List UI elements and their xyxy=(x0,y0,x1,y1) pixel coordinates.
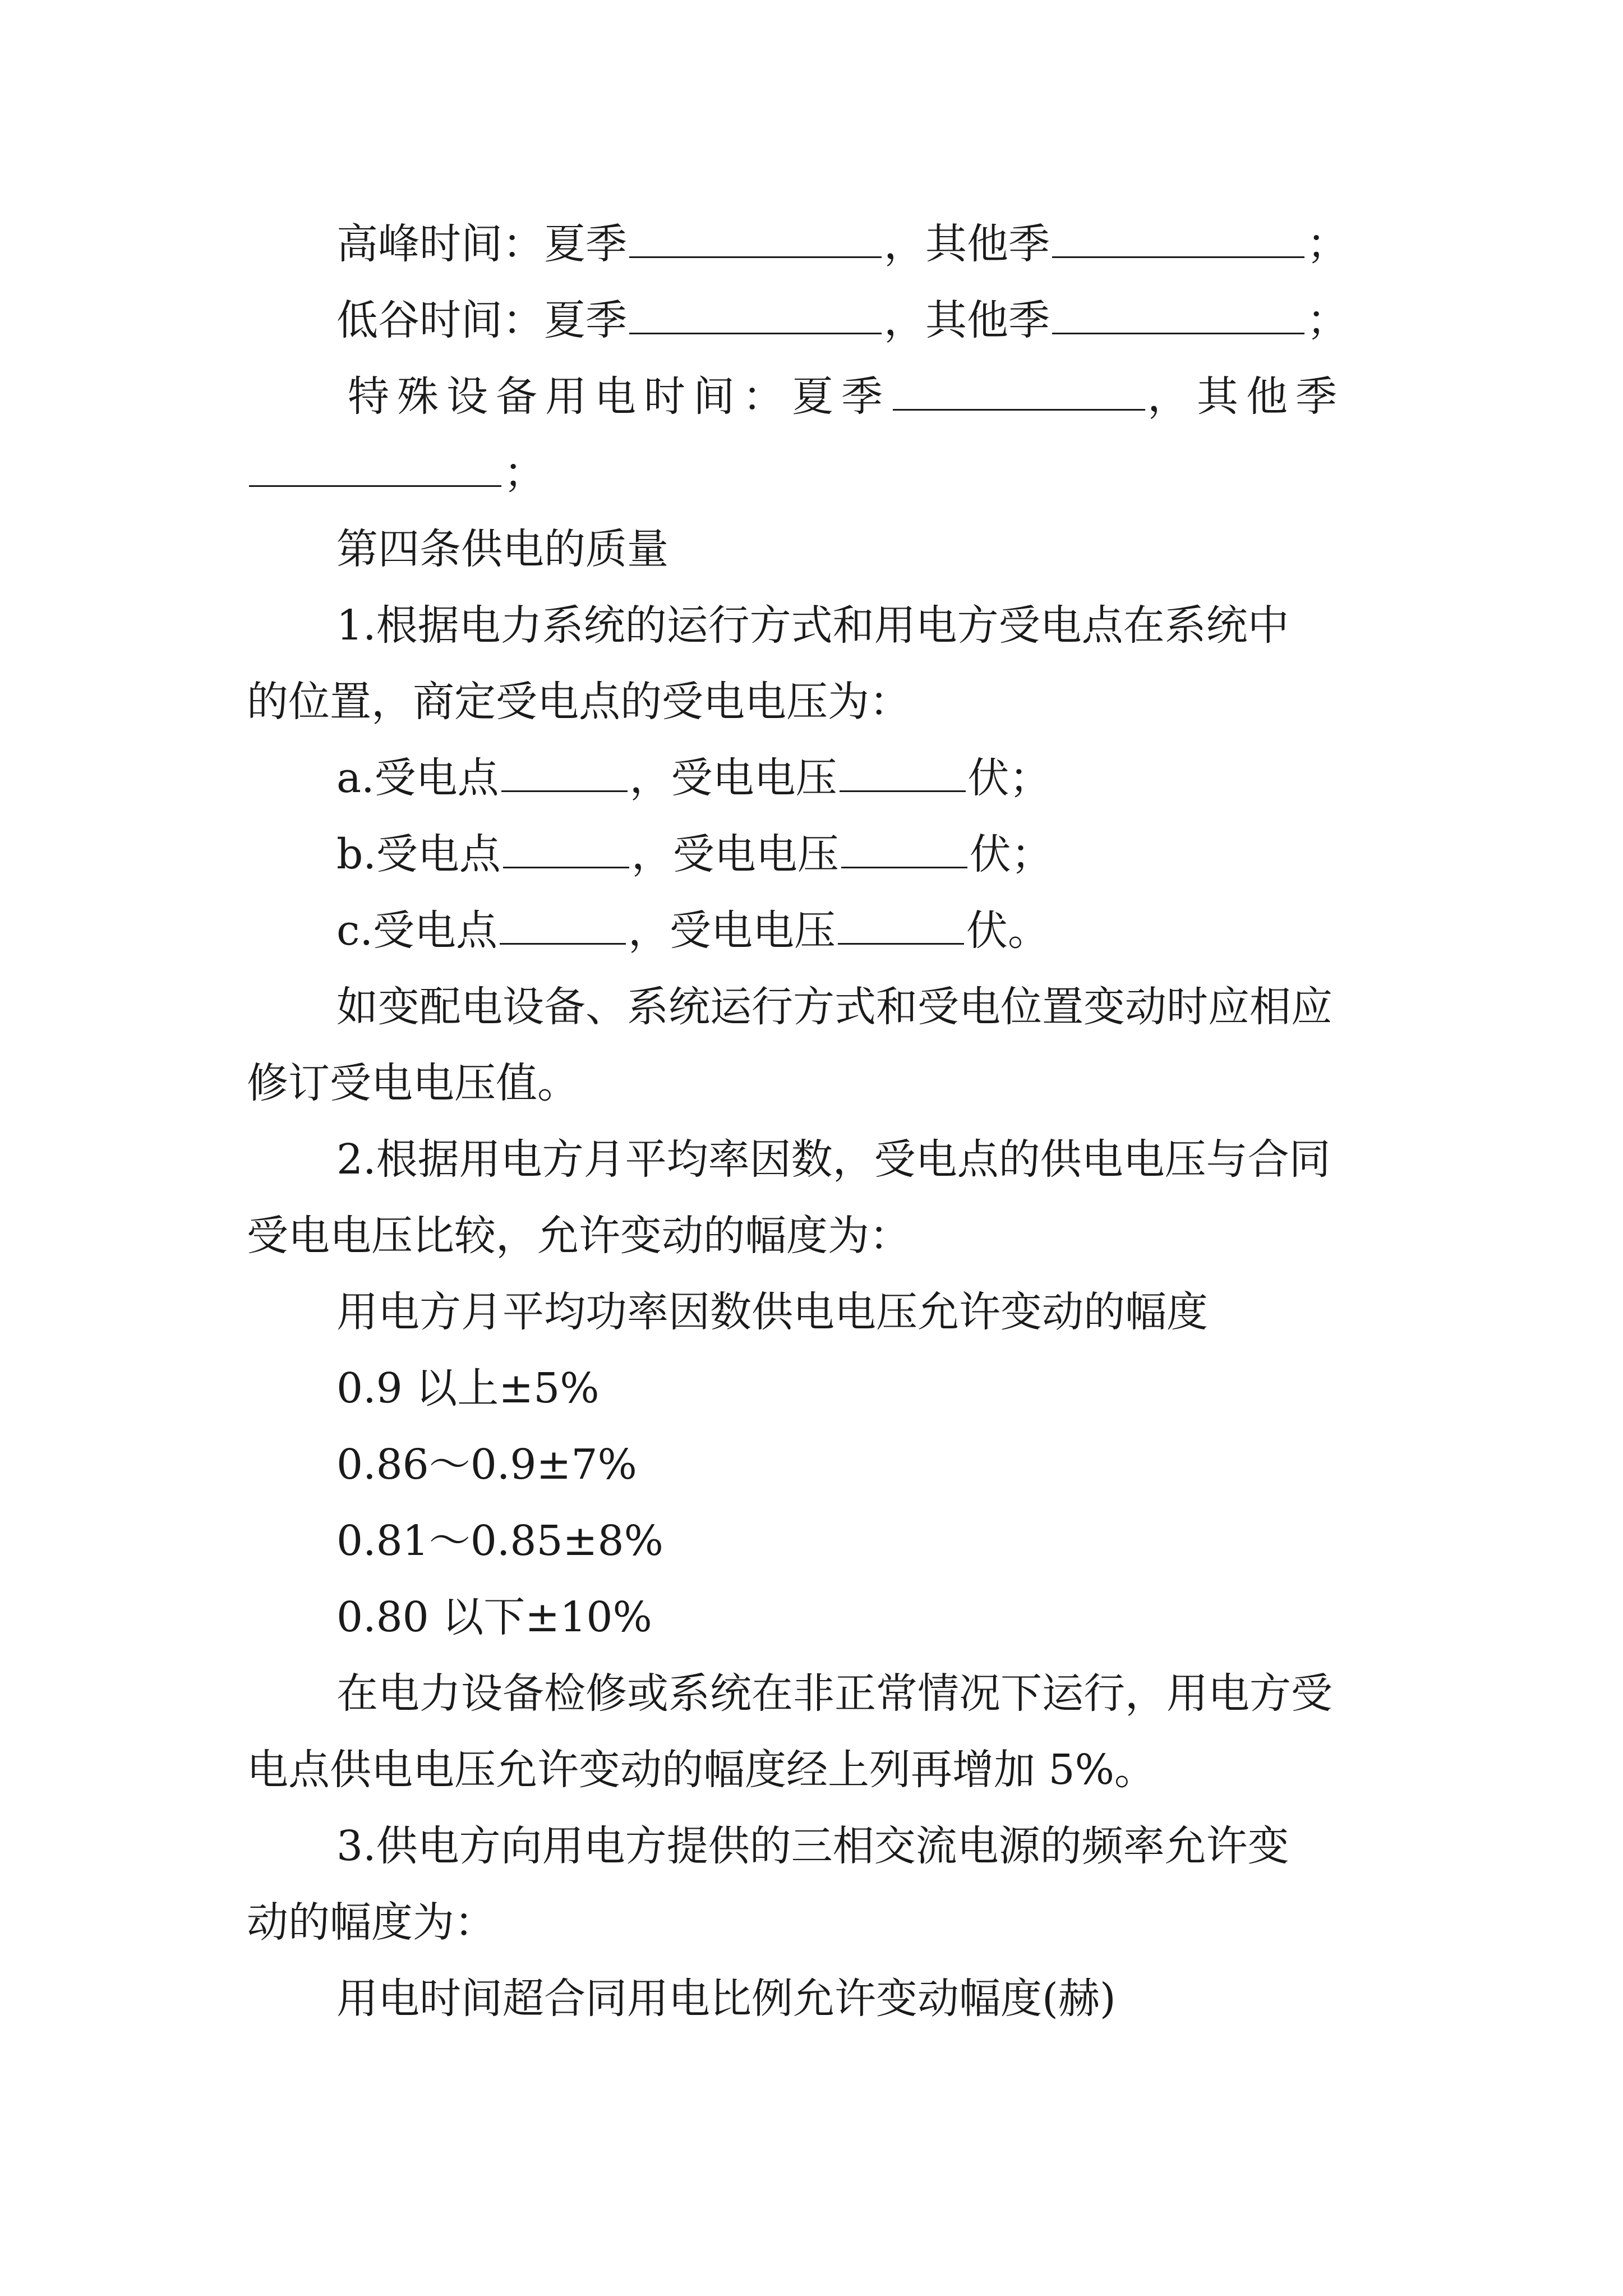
point-b-blank[interactable] xyxy=(503,827,629,868)
special-equipment-line xyxy=(0,360,1623,433)
voltage-c-unit: 伏。 xyxy=(966,907,1049,955)
receiving-point-c xyxy=(0,894,1623,967)
voltage-b-label: ，受电电压 xyxy=(631,830,839,878)
table-row-2: 0.86～0.9±7% xyxy=(336,1441,637,1489)
special-equipment-line-cont xyxy=(0,436,1623,509)
valley-other-blank[interactable] xyxy=(1052,293,1304,334)
special-other-label: ，其他季 xyxy=(1147,372,1345,421)
maintenance-note-line-1: 在电力设备检修或系统在非正常情况下运行，用电方受 xyxy=(336,1669,1332,1718)
receiving-point-a xyxy=(0,742,1623,815)
paragraph-2-line-1: 2.根据用电方月平均率因数，受电点的供电电压与合同 xyxy=(336,1135,1331,1184)
voltage-a-blank[interactable] xyxy=(840,751,966,792)
peak-end: ； xyxy=(1307,220,1348,268)
point-a-label: a.受电点 xyxy=(336,754,499,802)
peak-other-blank[interactable] xyxy=(1052,217,1304,258)
valley-summer-blank[interactable] xyxy=(629,293,882,334)
maintenance-note-line-2: 电点供电电压允许变动的幅度经上列再增加 5%。 xyxy=(247,1746,1156,1794)
paragraph-2-line-2: 受电电压比较，允许变动的幅度为： xyxy=(247,1212,911,1260)
table-row-4: 0.80 以下±10% xyxy=(336,1593,652,1641)
point-c-blank[interactable] xyxy=(500,904,626,945)
receiving-point-b xyxy=(0,818,1623,891)
valley-time-line xyxy=(0,284,1623,357)
table-row-1: 0.9 以上±5% xyxy=(336,1364,600,1412)
voltage-a-unit: 伏； xyxy=(967,754,1051,802)
special-summer-blank[interactable] xyxy=(893,370,1145,411)
voltage-b-unit: 伏； xyxy=(969,830,1053,878)
special-other-blank[interactable] xyxy=(249,446,501,487)
table-header: 用电方月平均功率因数供电电压允许变动的幅度 xyxy=(336,1288,1208,1336)
point-c-label: c.受电点 xyxy=(336,907,497,955)
special-end: ； xyxy=(504,449,545,497)
section-heading: 第四条供电的质量 xyxy=(336,525,668,573)
paragraph-3-line-1: 3.供电方向用电方提供的三相交流电源的频率允许变 xyxy=(336,1822,1289,1870)
voltage-c-blank[interactable] xyxy=(838,904,964,945)
change-note-line-2: 修订受电电压值。 xyxy=(247,1059,579,1107)
voltage-b-blank[interactable] xyxy=(841,827,967,868)
valley-time-label: 低谷时间：夏季 xyxy=(336,296,627,344)
paragraph-1-line-2: 的位置，商定受电点的受电电压为： xyxy=(247,678,911,726)
peak-other-label: ，其他季 xyxy=(884,220,1050,268)
peak-summer-blank[interactable] xyxy=(629,217,882,258)
voltage-c-label: ，受电电压 xyxy=(628,907,836,955)
peak-time-line xyxy=(0,208,1623,280)
paragraph-3-line-2: 动的幅度为： xyxy=(247,1898,496,1947)
peak-time-label: 高峰时间：夏季 xyxy=(336,220,627,268)
valley-end: ； xyxy=(1307,296,1348,344)
table-row-3: 0.81～0.85±8% xyxy=(336,1517,663,1565)
valley-other-label: ，其他季 xyxy=(884,296,1050,344)
point-b-label: b.受电点 xyxy=(336,830,501,878)
frequency-table-header: 用电时间超合同用电比例允许变动幅度(赫) xyxy=(336,1975,1116,2023)
change-note-line-1: 如变配电设备、系统运行方式和受电位置变动时应相应 xyxy=(336,983,1332,1031)
voltage-a-label: ，受电电压 xyxy=(629,754,837,802)
point-a-blank[interactable] xyxy=(501,751,628,792)
paragraph-1-line-1: 1.根据电力系统的运行方式和用电方受电点在系统中 xyxy=(336,601,1289,650)
special-equipment-label: 特殊设备用电时间：夏季 xyxy=(348,372,891,421)
